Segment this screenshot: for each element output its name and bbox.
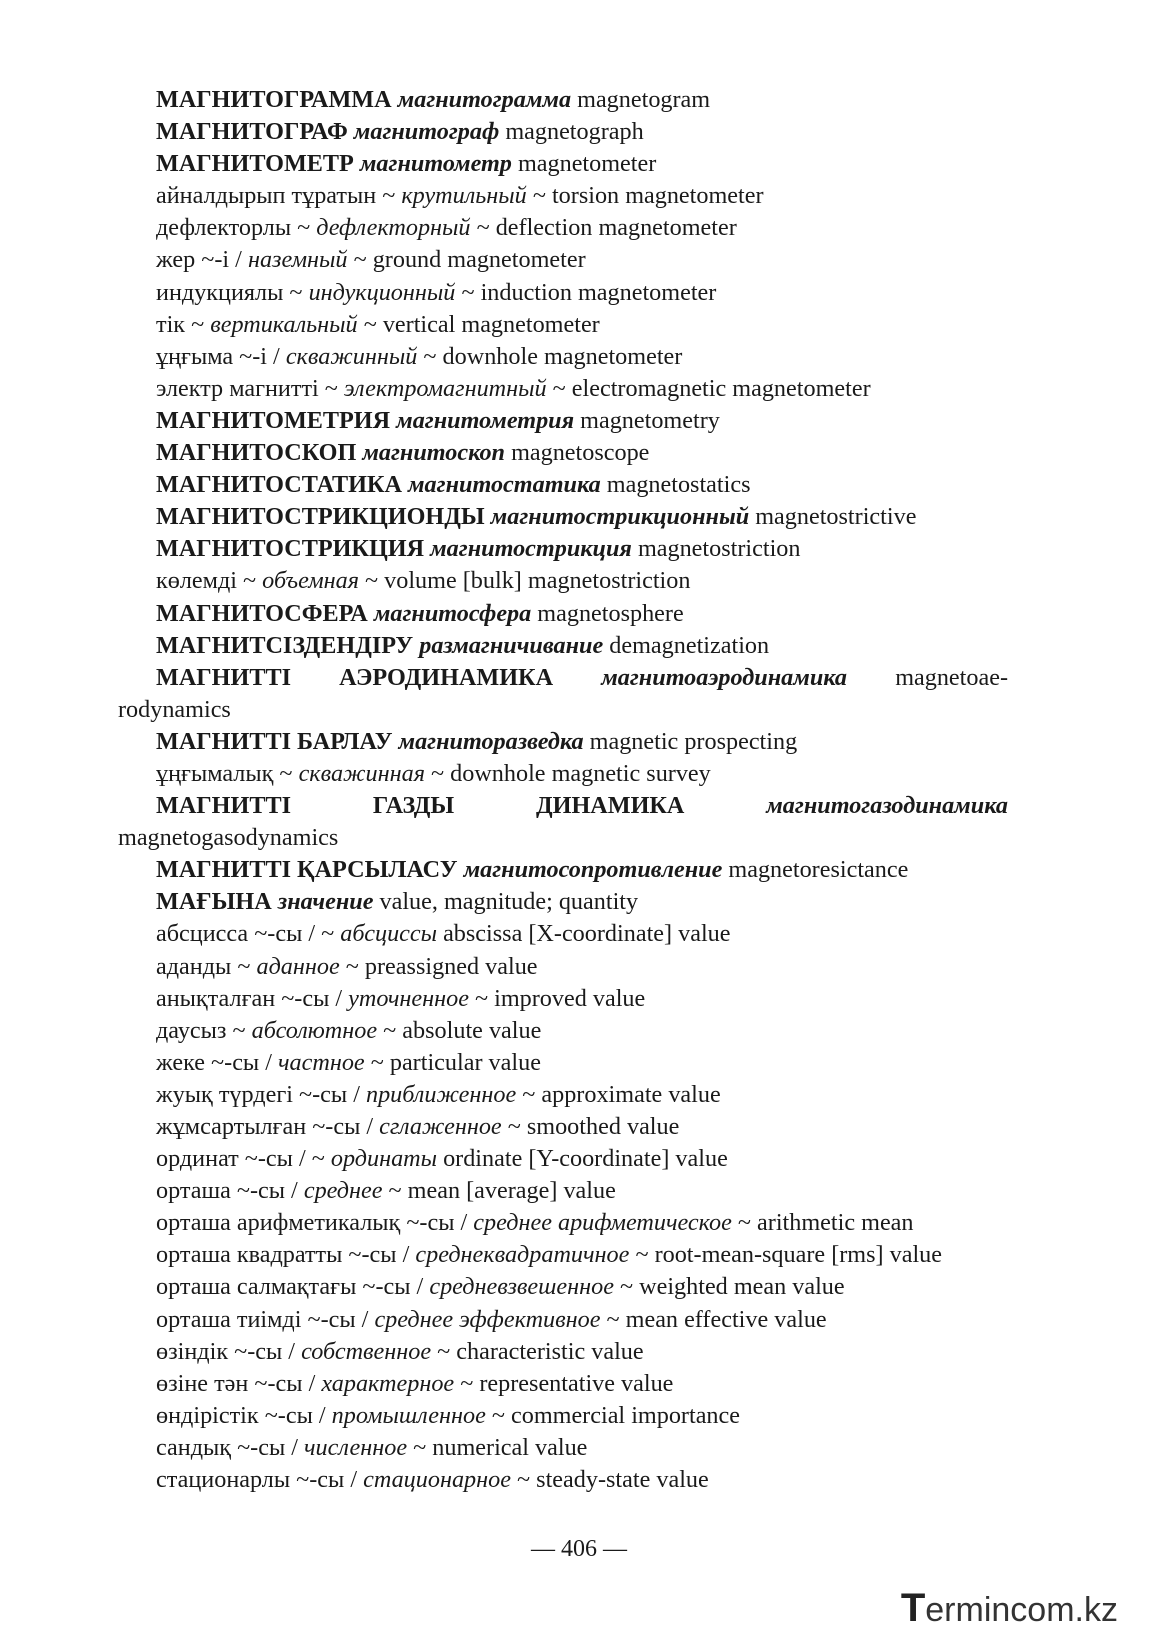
english-term: ~ representative value <box>460 1369 674 1397</box>
kazakh-term: МАГНИТОГРАФ <box>156 118 348 146</box>
kazakh-term: жуық түрдегі ~-сы / <box>156 1080 360 1108</box>
english-term: ~ improved value <box>474 984 646 1012</box>
entry-subterm-line <box>118 1464 1008 1496</box>
entry-headword-line <box>118 501 1008 533</box>
russian-term: магнитограф <box>353 118 500 146</box>
kazakh-term: АЭРОДИНАМИКА <box>339 663 554 691</box>
english-term: ~ ground magnetometer <box>353 246 586 274</box>
english-term: magnetostatics <box>606 471 751 499</box>
russian-term: электромагнитный <box>343 374 547 402</box>
russian-term: среднее арифметическое <box>473 1209 732 1237</box>
kazakh-term: МАГНИТОСТАТИКА <box>156 471 402 499</box>
kazakh-term: өзіндік ~-сы / <box>156 1337 296 1365</box>
russian-term: магнитометрия <box>396 406 575 434</box>
english-term: magnetoscope <box>511 439 650 467</box>
kazakh-term: МАГНИТОСФЕРА <box>156 599 368 627</box>
english-term: ~ arithmetic mean <box>737 1209 914 1237</box>
english-term: ~ approximate value <box>522 1080 721 1108</box>
kazakh-term: сандық ~-сы / <box>156 1433 298 1461</box>
kazakh-term: МАГНИТТІ БАРЛАУ <box>156 727 393 755</box>
kazakh-term: орташа арифметикалық ~-сы / <box>156 1209 468 1237</box>
entry-subterm-line <box>118 1175 1008 1207</box>
kazakh-term: ұңғымалық ~ <box>156 759 293 787</box>
english-term: ~ steady-state value <box>517 1466 709 1494</box>
english-term: magnetometry <box>580 406 720 434</box>
entry-subterm-line <box>118 1047 1008 1079</box>
russian-term: характерное <box>321 1369 455 1397</box>
kazakh-term: көлемді ~ <box>156 567 257 595</box>
kazakh-term: МАҒЫНА <box>156 888 272 916</box>
russian-term: магнитогазодинамика <box>766 792 1008 820</box>
russian-term: магнитограмма <box>397 86 572 113</box>
kazakh-term: стационарлы ~-сы / <box>156 1466 358 1494</box>
page-number: — 406 — <box>531 1536 627 1562</box>
entry-subterm-line <box>118 565 1008 597</box>
russian-term: аданное <box>256 952 340 980</box>
entry-subterm-line <box>118 180 1008 212</box>
russian-term: индукционный <box>308 278 456 306</box>
english-term: magnetoresictance <box>728 856 909 884</box>
kazakh-term: дефлекторлы ~ <box>156 214 311 242</box>
entry-subterm-line <box>118 1368 1008 1400</box>
english-term: ~ weighted mean value <box>619 1273 845 1301</box>
russian-term: магнитострикционный <box>490 503 750 531</box>
entry-headword-line <box>118 437 1008 469</box>
magnifier-icon: o <box>1027 1591 1047 1629</box>
russian-term: промышленное <box>331 1401 486 1429</box>
russian-term: среднее <box>303 1177 383 1205</box>
entry-subterm-line <box>118 983 1008 1015</box>
english-term: ~ characteristic value <box>437 1337 644 1365</box>
russian-term: размагничивание <box>419 631 604 659</box>
english-term: ~ induction magnetometer <box>461 278 717 306</box>
entry-subterm-line <box>118 1015 1008 1047</box>
english-term: value, magnitude; quantity <box>379 888 639 916</box>
entry-headword-line <box>118 598 1008 630</box>
entry-headword-line <box>118 405 1008 437</box>
english-term: ~ particular value <box>370 1048 541 1076</box>
dictionary-page <box>118 84 1008 1496</box>
entry-headword-line <box>118 84 1008 116</box>
russian-term: стационарное <box>363 1466 511 1494</box>
english-term: magnetostrictive <box>755 503 917 531</box>
english-term: demagnetization <box>609 631 770 659</box>
entry-subterm-line <box>118 1079 1008 1111</box>
kazakh-term: МАГНИТОГРАММА <box>156 86 392 113</box>
entry-headword-line <box>118 886 1008 918</box>
english-term: magnetogram <box>577 86 711 113</box>
entry-continuation-line <box>118 822 1008 854</box>
kazakh-term: айналдырып тұратын ~ <box>156 182 396 210</box>
russian-term: магнитостатика <box>407 471 601 499</box>
russian-term: магнитосфера <box>373 599 532 627</box>
kazakh-term: МАГНИТОСТРИКЦИЯ <box>156 535 425 563</box>
entry-subterm-line <box>118 373 1008 405</box>
english-term: ~ mean [average] value <box>388 1177 616 1205</box>
russian-term: абсциссы <box>340 920 438 948</box>
english-term: ~ smoothed value <box>507 1113 680 1140</box>
russian-term: наземный <box>247 246 348 274</box>
russian-term: значение <box>277 888 374 916</box>
entry-subterm-line <box>118 212 1008 244</box>
kazakh-term: МАГНИТОСТРИКЦИОНДЫ <box>156 503 485 531</box>
entry-headword-line <box>118 662 1008 694</box>
entry-headword-line <box>118 790 1008 822</box>
entry-headword-line <box>118 116 1008 148</box>
russian-term: магнитоаэродинамика <box>601 663 848 691</box>
entry-headword-line <box>118 630 1008 662</box>
russian-term: собственное <box>301 1337 432 1365</box>
russian-term: численное <box>304 1433 408 1461</box>
entry-headword-line <box>118 148 1008 180</box>
kazakh-term: ГАЗДЫ <box>372 792 455 820</box>
entry-subterm-line <box>118 1111 1008 1143</box>
watermark-t: T <box>900 1586 926 1630</box>
english-term: ~ mean effective value <box>606 1305 827 1333</box>
kazakh-term: орташа квадратты ~-сы / <box>156 1241 410 1269</box>
english-term: ~ torsion magnetometer <box>532 182 764 210</box>
entry-subterm-line <box>118 758 1008 790</box>
english-term: ~ commercial importance <box>491 1401 740 1429</box>
russian-term: скважинная <box>298 759 425 787</box>
entry-subterm-line <box>118 309 1008 341</box>
kazakh-term: өндірістік ~-сы / <box>156 1401 326 1429</box>
termincom-watermark-logo <box>901 1586 1118 1631</box>
entry-subterm-line <box>118 1304 1008 1336</box>
russian-term: ординаты <box>330 1145 438 1173</box>
kazakh-term: жер ~-і / <box>156 246 242 274</box>
kazakh-term: МАГНИТОСКОП <box>156 439 357 467</box>
english-term: ~ absolute value <box>383 1016 542 1044</box>
russian-term: крутильный <box>401 182 527 210</box>
english-term-continued: rodynamics <box>118 695 231 723</box>
watermark-suffix: m.kz <box>1046 1591 1118 1629</box>
russian-term: сглаженное <box>379 1113 502 1140</box>
kazakh-term: МАГНИТСІЗДЕНДІРУ <box>156 631 414 659</box>
entry-subterm-line <box>118 244 1008 276</box>
kazakh-term: жұмсартылған ~-сы / <box>156 1113 374 1140</box>
entry-subterm-line <box>118 1336 1008 1368</box>
kazakh-term: электр магнитті ~ <box>156 374 338 402</box>
russian-term: магнитометр <box>359 150 512 178</box>
russian-term: объемная <box>262 567 359 595</box>
entry-subterm-line <box>118 1400 1008 1432</box>
english-term: ~ downhole magnetic survey <box>431 759 711 787</box>
kazakh-term: МАГНИТТІ ҚАРСЫЛАСУ <box>156 856 458 884</box>
kazakh-term: абсцисса ~-сы / ~ <box>156 920 335 948</box>
entry-subterm-line <box>118 341 1008 373</box>
entry-subterm-line <box>118 918 1008 950</box>
entry-headword-line <box>118 469 1008 501</box>
watermark-middle: erminc <box>925 1591 1028 1629</box>
kazakh-term: МАГНИТОМЕТР <box>156 150 354 178</box>
russian-term: скважинный <box>285 342 418 370</box>
english-term: abscissa [X-coordinate] value <box>443 920 731 948</box>
russian-term: уточненное <box>348 984 469 1012</box>
english-term: magnetometer <box>517 150 657 178</box>
kazakh-term: тік ~ <box>156 310 205 338</box>
english-term: ~ electromagnetic magnetometer <box>552 374 871 402</box>
kazakh-term: орташа салмақтағы ~-сы / <box>156 1273 424 1301</box>
entry-subterm-line <box>118 1239 1008 1271</box>
russian-term: абсолютное <box>251 1016 378 1044</box>
english-term: ~ deflection magnetometer <box>476 214 737 242</box>
kazakh-term: ДИНАМИКА <box>536 792 685 820</box>
russian-term: магниторазведка <box>398 727 584 755</box>
russian-term: частное <box>278 1048 365 1076</box>
entry-continuation-line <box>118 694 1008 726</box>
entry-subterm-line <box>118 951 1008 983</box>
entry-subterm-line <box>118 1432 1008 1464</box>
english-term: ordinate [Y-coordinate] value <box>443 1145 728 1173</box>
entry-subterm-line <box>118 277 1008 309</box>
entry-subterm-line <box>118 1271 1008 1303</box>
english-term: ~ root-mean-square [rms] value <box>635 1241 943 1269</box>
english-term: ~ volume [bulk] magnetostriction <box>365 567 691 595</box>
kazakh-term: МАГНИТОМЕТРИЯ <box>156 406 391 434</box>
kazakh-term: МАГНИТТІ <box>156 663 291 691</box>
russian-term: приближенное <box>365 1080 517 1108</box>
entry-subterm-line <box>118 1207 1008 1239</box>
entry-headword-line <box>118 726 1008 758</box>
russian-term: средневзвешенное <box>429 1273 614 1301</box>
english-term: magnetoae- <box>895 663 1008 691</box>
russian-term: среднеквадратичное <box>415 1241 630 1269</box>
kazakh-term: МАГНИТТІ <box>156 792 291 820</box>
english-term: ~ vertical magnetometer <box>363 310 600 338</box>
russian-term: вертикальный <box>210 310 358 338</box>
english-term: magnetosphere <box>537 599 684 627</box>
english-term: magnetograph <box>505 118 644 146</box>
russian-term: дефлекторный <box>316 214 471 242</box>
english-term: ~ preassigned value <box>345 952 538 980</box>
entry-headword-line <box>118 533 1008 565</box>
entry-subterm-line <box>118 1143 1008 1175</box>
kazakh-term: орташа тиімді ~-сы / <box>156 1305 369 1333</box>
kazakh-term: орташа ~-сы / <box>156 1177 298 1205</box>
russian-term: магнитосопротивление <box>463 856 723 884</box>
kazakh-term: ұңғыма ~-і / <box>156 342 280 370</box>
kazakh-term: өзіне тән ~-сы / <box>156 1369 316 1397</box>
russian-term: магнитоскоп <box>362 439 506 467</box>
kazakh-term: индукциялы ~ <box>156 278 303 306</box>
english-term: magnetic prospecting <box>589 727 798 755</box>
kazakh-term: ординат ~-сы / ~ <box>156 1145 325 1173</box>
english-term: ~ numerical value <box>413 1433 588 1461</box>
kazakh-term: аданды ~ <box>156 952 251 980</box>
english-term: magnetostriction <box>637 535 801 563</box>
kazakh-term: анықталған ~-сы / <box>156 984 343 1012</box>
english-term: ~ downhole magnetometer <box>423 342 683 370</box>
entry-headword-line <box>118 854 1008 886</box>
english-term-continued: magnetogasodynamics <box>118 824 339 852</box>
kazakh-term: жеке ~-сы / <box>156 1048 272 1076</box>
russian-term: магнитострикция <box>430 535 632 563</box>
russian-term: среднее эффективное <box>374 1305 601 1333</box>
kazakh-term: даусыз ~ <box>156 1016 246 1044</box>
